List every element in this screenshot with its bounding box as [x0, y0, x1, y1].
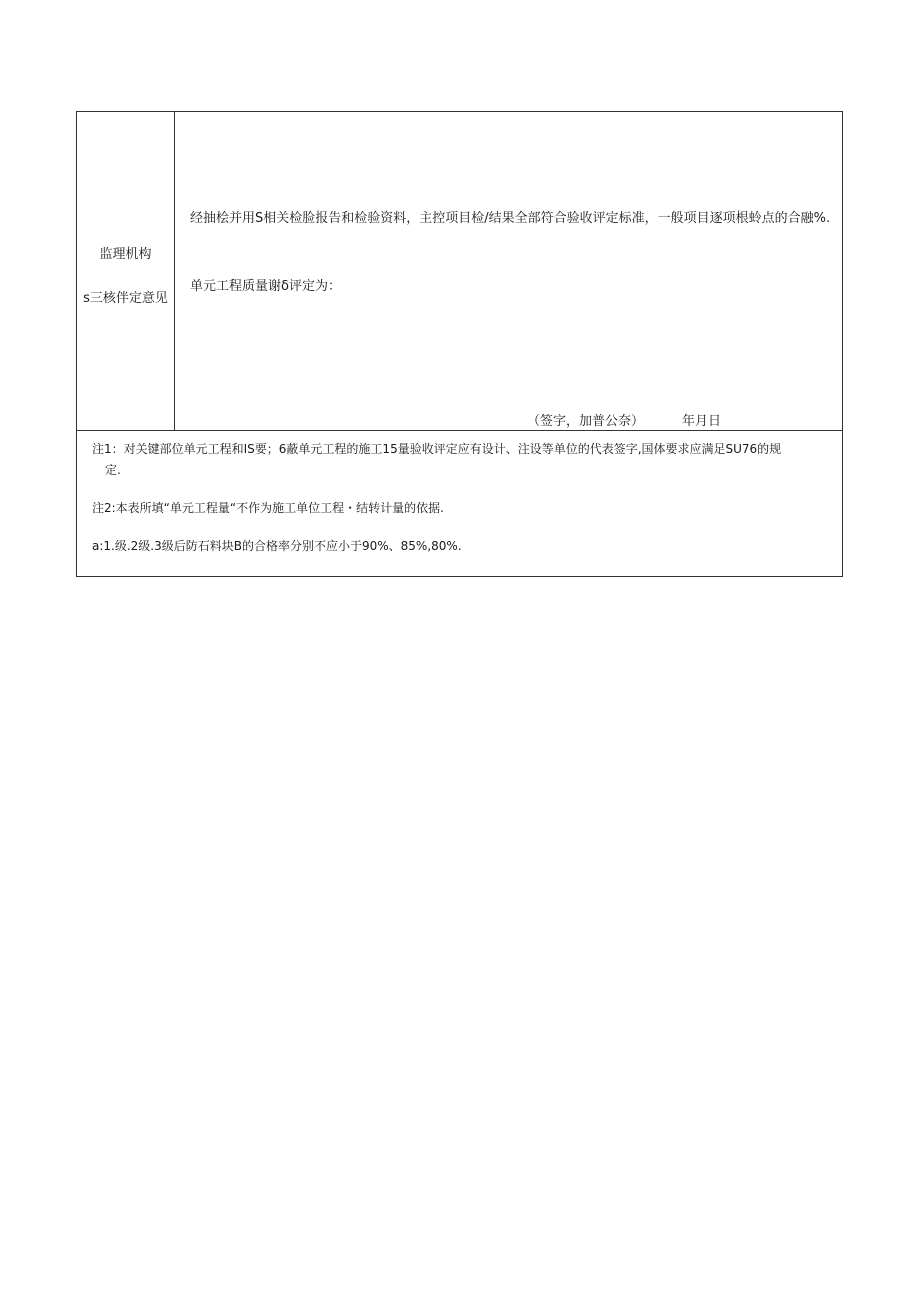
evaluation-form-table [76, 111, 843, 577]
signature-line [527, 410, 721, 429]
note-3: a:1.级.2级.3级后防石料块B的合格率分别不应小于90%、85%,80%. [92, 539, 462, 553]
supervision-agency-label: 监理机构 [99, 247, 152, 262]
note-2: 注2:本表所填“单元工程量“不作为施工单位工程・结转计量的依据. [92, 501, 444, 515]
supervision-content-cell [175, 112, 842, 430]
supervision-label-cell [77, 112, 175, 430]
review-opinion-label: s三核伴定意见 [83, 291, 168, 306]
inspection-statement: 经抽桧并用S相关检脸报告和检验资料，主控项目检/结果全部符合验收评定标准，一般项目逐项根蛉点的合融%. [190, 211, 831, 226]
date-label: 年月日 [682, 414, 722, 429]
note-1: 注1：对关键部位单元工程和IS要；6蔽单元工程的施工15量验收评定应有设计、注设等单位的代表签字,国体要求应满足SU76的规 [92, 442, 782, 456]
supervision-opinion-row [77, 112, 842, 431]
quality-grade-statement: 单元工程质量谢δ评定为： [190, 279, 341, 294]
signature-label: （签字，加普公奈） [527, 414, 645, 429]
note-1-continuation: 定. [105, 463, 121, 477]
